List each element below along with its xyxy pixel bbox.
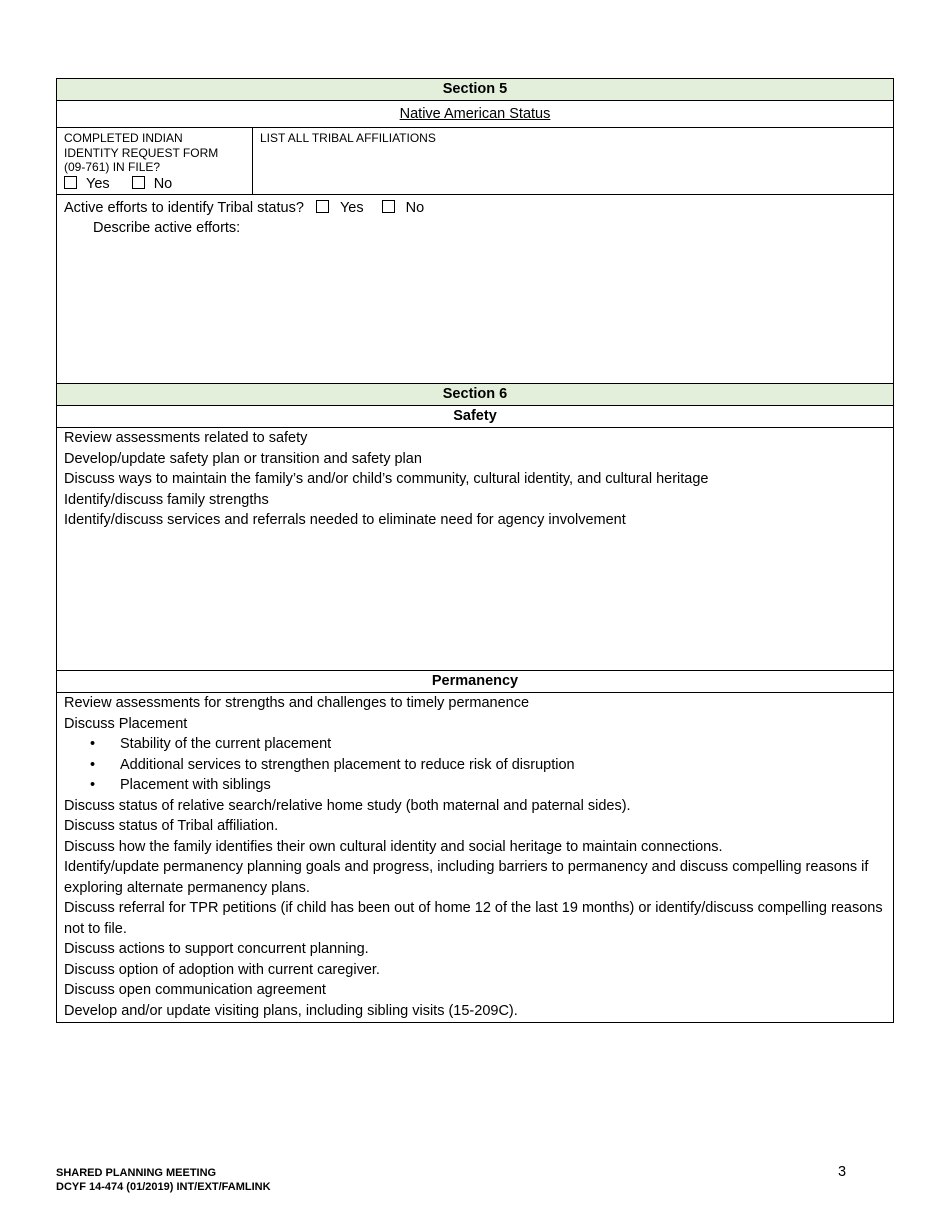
list-item: Discuss status of relative search/relative home study (both maternal and paternal sides). [64, 797, 631, 814]
form-table [56, 78, 894, 1023]
footer-title: SHARED PLANNING MEETING [56, 1167, 217, 1179]
identity-yes-label: Yes [86, 175, 110, 192]
list-item: Discuss actions to support concurrent planning. [64, 941, 369, 957]
active-efforts-yes-label: Yes [339, 200, 364, 216]
list-item: Identify/discuss services and referrals needed to eliminate need for agency involvement [64, 512, 626, 528]
list-item: Develop and/or update visiting plans, including sibling visits (15-209C). [64, 1002, 518, 1019]
identity-question-line: (09-761) IN FILE? [64, 160, 161, 174]
bullet-item: • Additional services to strengthen placement to reduce risk of disruption [64, 755, 886, 776]
section-5-header: Section 5 [57, 79, 893, 101]
tribal-affiliations-field[interactable] [253, 128, 893, 194]
list-item: Develop/update safety plan or transition and safety plan [64, 450, 422, 467]
list-item: Discuss open communication agreement [64, 982, 326, 998]
active-efforts-no-checkbox[interactable] [382, 200, 395, 213]
active-efforts-field[interactable] [57, 195, 893, 384]
active-efforts-question: Active efforts to identify Tribal status? [64, 200, 304, 216]
list-item: Discuss option of adoption with current caregiver. [64, 961, 380, 978]
safety-title: Safety [57, 406, 893, 428]
form-footer [56, 1166, 271, 1194]
list-item: Review assessments related to safety [64, 430, 308, 446]
safety-items [57, 428, 893, 671]
permanency-title: Permanency [57, 671, 893, 693]
list-item: Review assessments for strengths and challenges to timely permanence [64, 695, 530, 711]
section-6-header: Section 6 [57, 384, 893, 406]
identity-question-line: COMPLETED INDIAN [64, 131, 183, 145]
bullet-item: • Stability of the current placement [64, 734, 886, 755]
list-item: Discuss ways to maintain the family’s and/or child’s community, cultural identity, and cultural heritage [64, 471, 709, 487]
identity-request-cell [57, 128, 253, 194]
active-efforts-yes-checkbox[interactable] [316, 200, 329, 213]
bullet-item: • Placement with siblings [64, 775, 886, 796]
identity-no-checkbox[interactable] [132, 176, 145, 189]
identity-question-line: IDENTITY REQUEST FORM [64, 145, 219, 160]
list-item: Discuss referral for TPR petitions (if child has been out of home 12 of the last 19 months) or identify/discuss compelling reasons not to file. [64, 900, 883, 937]
identity-yes-checkbox[interactable] [64, 176, 77, 189]
permanency-items [57, 693, 893, 1022]
identity-no-label: No [153, 175, 173, 192]
page-number: 3 [838, 1164, 847, 1180]
list-item: Discuss how the family identifies their own cultural identity and social heritage to maintain connections. [64, 838, 723, 855]
identity-row [57, 128, 893, 195]
active-efforts-question-row [64, 199, 886, 218]
list-item: Discuss status of Tribal affiliation. [64, 818, 279, 834]
identity-yes-no [64, 176, 245, 192]
describe-active-efforts-label: Describe active efforts: [93, 220, 241, 236]
active-efforts-no-label: No [405, 200, 425, 216]
list-item: Identify/discuss family strengths [64, 491, 269, 508]
footer-form-id: DCYF 14-474 (01/2019) INT/EXT/FAMLINK [56, 1181, 271, 1193]
list-item: Identify/update permanency planning goals and progress, including barriers to permanency and discuss compelling reasons if exploring alternate permanency plans. [64, 859, 869, 896]
native-american-status-title: Native American Status [57, 101, 893, 128]
list-item: Discuss Placement [64, 715, 188, 732]
tribal-affiliations-label: LIST ALL TRIBAL AFFILIATIONS [260, 131, 436, 145]
